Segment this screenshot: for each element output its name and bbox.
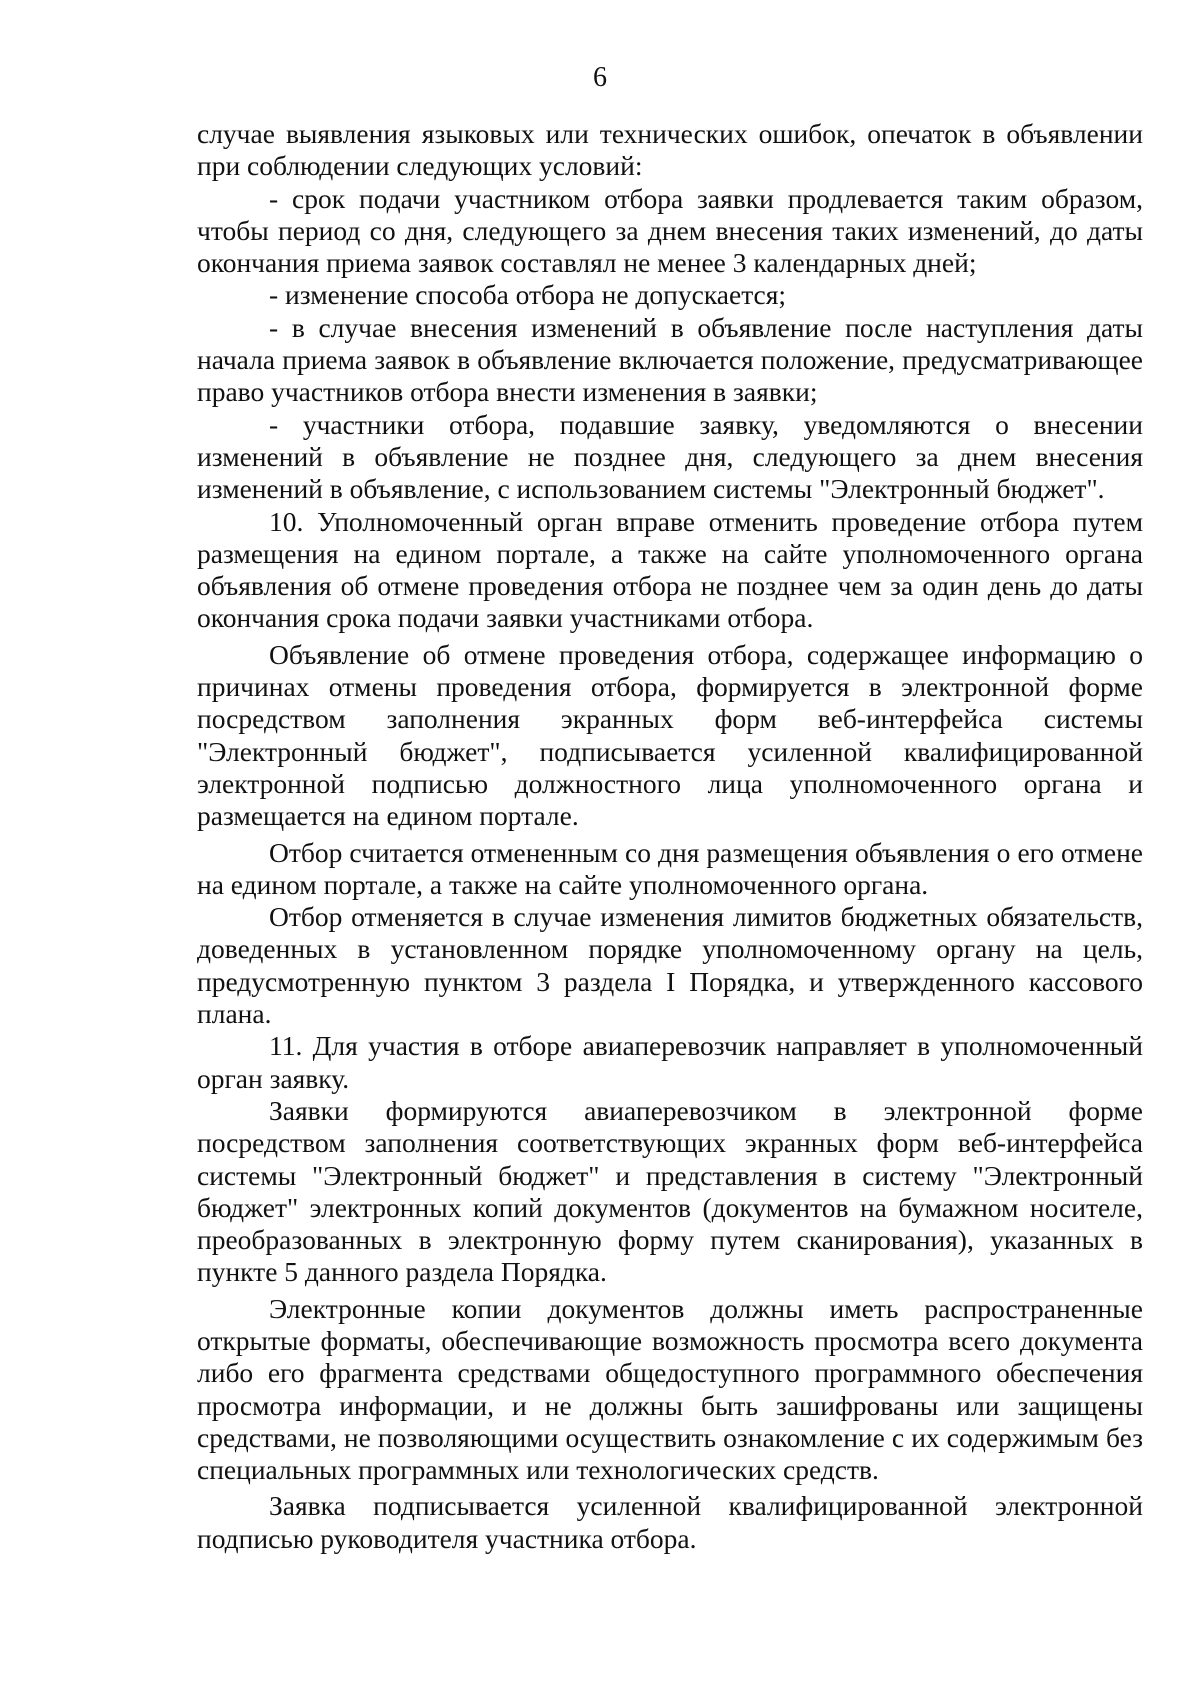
paragraph-condition-method: - изменение способа отбора не допускается; — [269, 279, 787, 311]
paragraph-cancellation-date: Отбор считается отмененным со дня размещения объявления о его отмене на едином портале, а также на сайте уполномоченного органа. — [197, 836, 1143, 900]
page-number: 6 — [593, 62, 607, 93]
paragraph-item-11: 11. Для участия в отборе авиаперевозчик направляет в уполномоченный орган заявку. — [197, 1030, 1143, 1094]
paragraph-application-form: Заявки формируются авиаперевозчиком в электронной форме посредством заполнения соответствующих экранных форм веб-интерфейса системы "Электронный бюджет" и представления в систему "Электронный бюджет" электронных копий документов (документов на бумажном носителе, преобразованных в электронную форму путем сканирования), указанных в пункте 5 данного раздела Порядка. — [197, 1094, 1143, 1288]
paragraph-condition-changes: - в случае внесения изменений в объявление после наступления даты начала приема заявок в объявление включается положение, предусматривающее право участников отбора внести изменения в заявки; — [197, 311, 1143, 408]
paragraph-condition-deadline: - срок подачи участником отбора заявки продлевается таким образом, чтобы период со дня, следующего за днем внесения таких изменений, до даты окончания приема заявок составлял не менее 3 календарных дней; — [197, 182, 1143, 279]
paragraph-signature: Заявка подписывается усиленной квалифицированной электронной подписью руководителя участника отбора. — [197, 1490, 1143, 1554]
paragraph-cancellation-reason: Отбор отменяется в случае изменения лимитов бюджетных обязательств, доведенных в установленном порядке уполномоченному органу на цель, предусмотренную пунктом 3 раздела I Порядка, и утвержденного кассового плана. — [197, 901, 1143, 1030]
document-body — [197, 118, 1143, 1555]
paragraph-continuation: случае выявления языковых или технических ошибок, опечаток в объявлении при соблюдении следующих условий: — [197, 118, 1143, 182]
paragraph-electronic-copies: Электронные копии документов должны иметь распространенные открытые форматы, обеспечивающие возможность просмотра всего документа либо его фрагмента средствами общедоступного программного обеспечения просмотра информации, и не должны быть зашифрованы или защищены средствами, не позволяющими осуществить ознакомление с их содержимым без специальных программных или технологических средств. — [197, 1292, 1143, 1486]
paragraph-condition-notification: - участники отбора, подавшие заявку, уведомляются о внесении изменений в объявление не позднее дня, следующего за днем внесения изменений в объявление, с использованием системы "Электронный бюджет". — [197, 408, 1143, 505]
paragraph-item-10: 10. Уполномоченный орган вправе отменить проведение отбора путем размещения на едином портале, а также на сайте уполномоченного органа объявления об отмене проведения отбора не позднее чем за один день до даты окончания срока подачи заявки участниками отбора. — [197, 505, 1143, 634]
paragraph-cancellation-notice: Объявление об отмене проведения отбора, содержащее информацию о причинах отмены проведения отбора, формируется в электронной форме посредством заполнения экранных форм веб-интерфейса системы "Электронный бюджет", подписывается усиленной квалифицированной электронной подписью должностного лица уполномоченного органа и размещается на едином портале. — [197, 638, 1143, 832]
